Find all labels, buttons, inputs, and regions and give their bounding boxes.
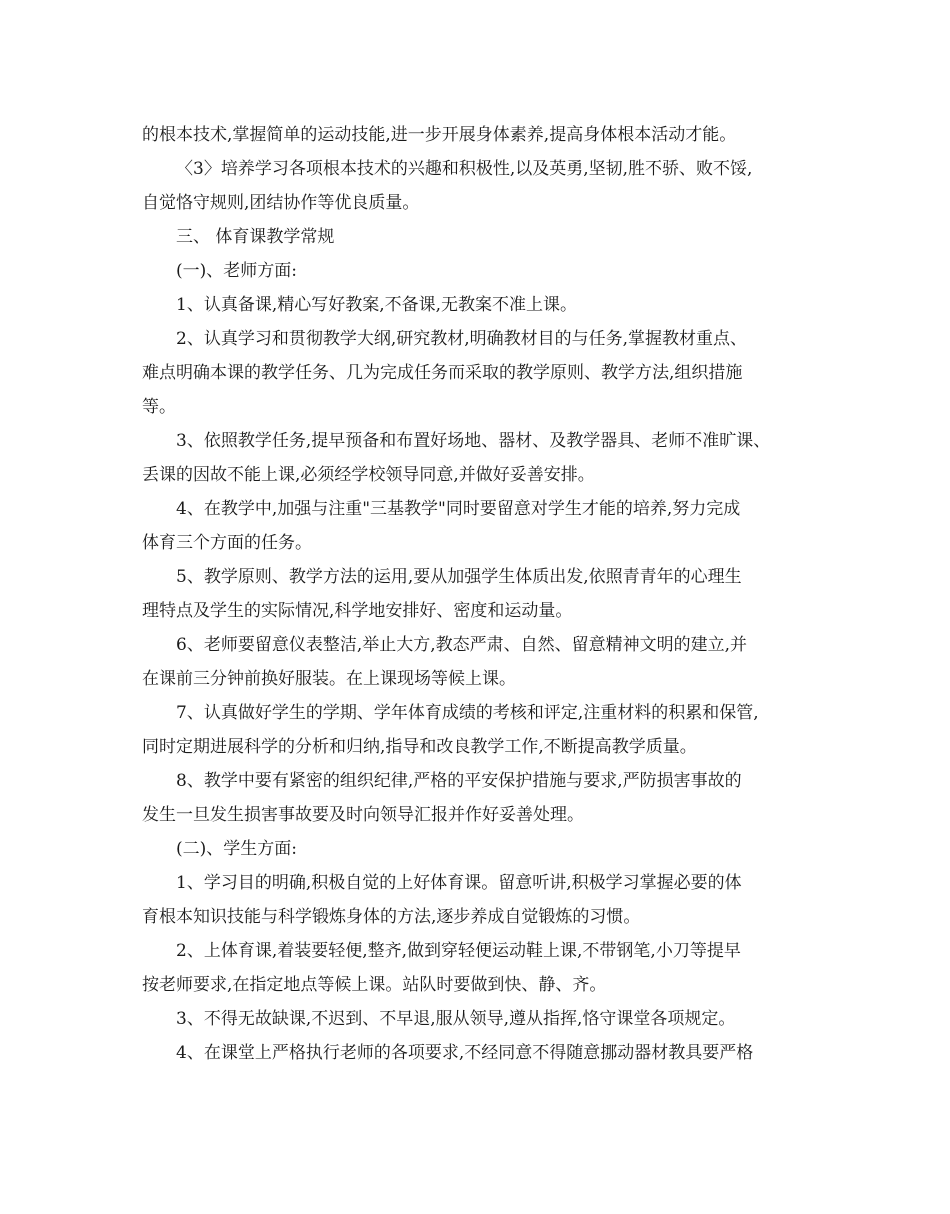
text-line: 5、教学原则、教学方法的运用,要从加强学生体质出发,依照青青年的心理生 — [176, 567, 742, 587]
text-line: 〈3〉培养学习各项根本技术的兴趣和积极性,以及英勇,坚韧,胜不骄、败不馁, — [176, 159, 753, 179]
text-line: 8、教学中要有紧密的组织纪律,严格的平安保护措施与要求,严防损害事故的 — [176, 771, 742, 791]
text-line: 在课前三分钟前换好服装。在上课现场等候上课。 — [142, 669, 516, 689]
text-line: 体育三个方面的任务。 — [142, 533, 312, 553]
text-line: 等。 — [142, 397, 176, 417]
text-line: 丢课的因故不能上课,必须经学校领导同意,并做好妥善安排。 — [142, 465, 595, 485]
text-line: 7、认真做好学生的学期、学年体育成绩的考核和评定,注重材料的积累和保管, — [176, 703, 759, 723]
text-line: 1、学习目的明确,积极自觉的上好体育课。留意听讲,积极学习掌握必要的体 — [176, 873, 742, 893]
text-line: 1、认真备课,精心写好教案,不备课,无教案不准上课。 — [176, 295, 578, 315]
text-line: 3、不得无故缺课,不迟到、不早退,服从领导,遵从指挥,恪守课堂各项规定。 — [176, 1009, 736, 1029]
text-line: 同时定期进展科学的分析和归纳,指导和改良教学工作,不断提高教学质量。 — [142, 737, 697, 757]
text-line: 4、在教学中,加强与注重"三基教学"同时要留意对学生才能的培养,努力完成 — [176, 499, 741, 519]
text-line: 4、在课堂上严格执行老师的各项要求,不经同意不得随意挪动器材教具要严格 — [176, 1043, 754, 1063]
text-line: (二)、学生方面: — [176, 839, 297, 859]
text-line: 2、上体育课,着装要轻便,整齐,做到穿轻便运动鞋上课,不带钢笔,小刀等提早 — [176, 941, 741, 961]
text-line: 育根本知识技能与科学锻炼身体的方法,逐步养成自觉锻炼的习惯。 — [142, 907, 641, 927]
text-line: 按老师要求,在指定地点等候上课。站队时要做到快、静、齐。 — [142, 975, 607, 995]
text-line: 的根本技术,掌握简单的运动技能,进一步开展身体素养,提高身体根本活动才能。 — [142, 125, 737, 145]
text-line: 2、认真学习和贯彻教学大纲,研究教材,明确教材目的与任务,掌握教材重点、 — [176, 329, 748, 349]
text-line: 3、依照教学任务,提早预备和布置好场地、器材、及教学器具、老师不准旷课、 — [176, 431, 771, 451]
text-line: 发生一旦发生损害事故要及时向领导汇报并作好妥善处理。 — [142, 805, 584, 825]
text-line: 6、老师要留意仪表整洁,举止大方,教态严肃、自然、留意精神文明的建立,并 — [176, 635, 748, 655]
document-body — [142, 118, 818, 1070]
text-line: (一)、老师方面: — [176, 261, 297, 281]
text-line: 难点明确本课的教学任务、几为完成任务而采取的教学原则、教学方法,组织措施 — [142, 363, 743, 383]
text-line: 三、 体育课教学常规 — [176, 227, 335, 247]
text-line: 自觉恪守规则,团结协作等优良质量。 — [142, 193, 420, 213]
text-line: 理特点及学生的实际情况,科学地安排好、密度和运动量。 — [142, 601, 573, 621]
